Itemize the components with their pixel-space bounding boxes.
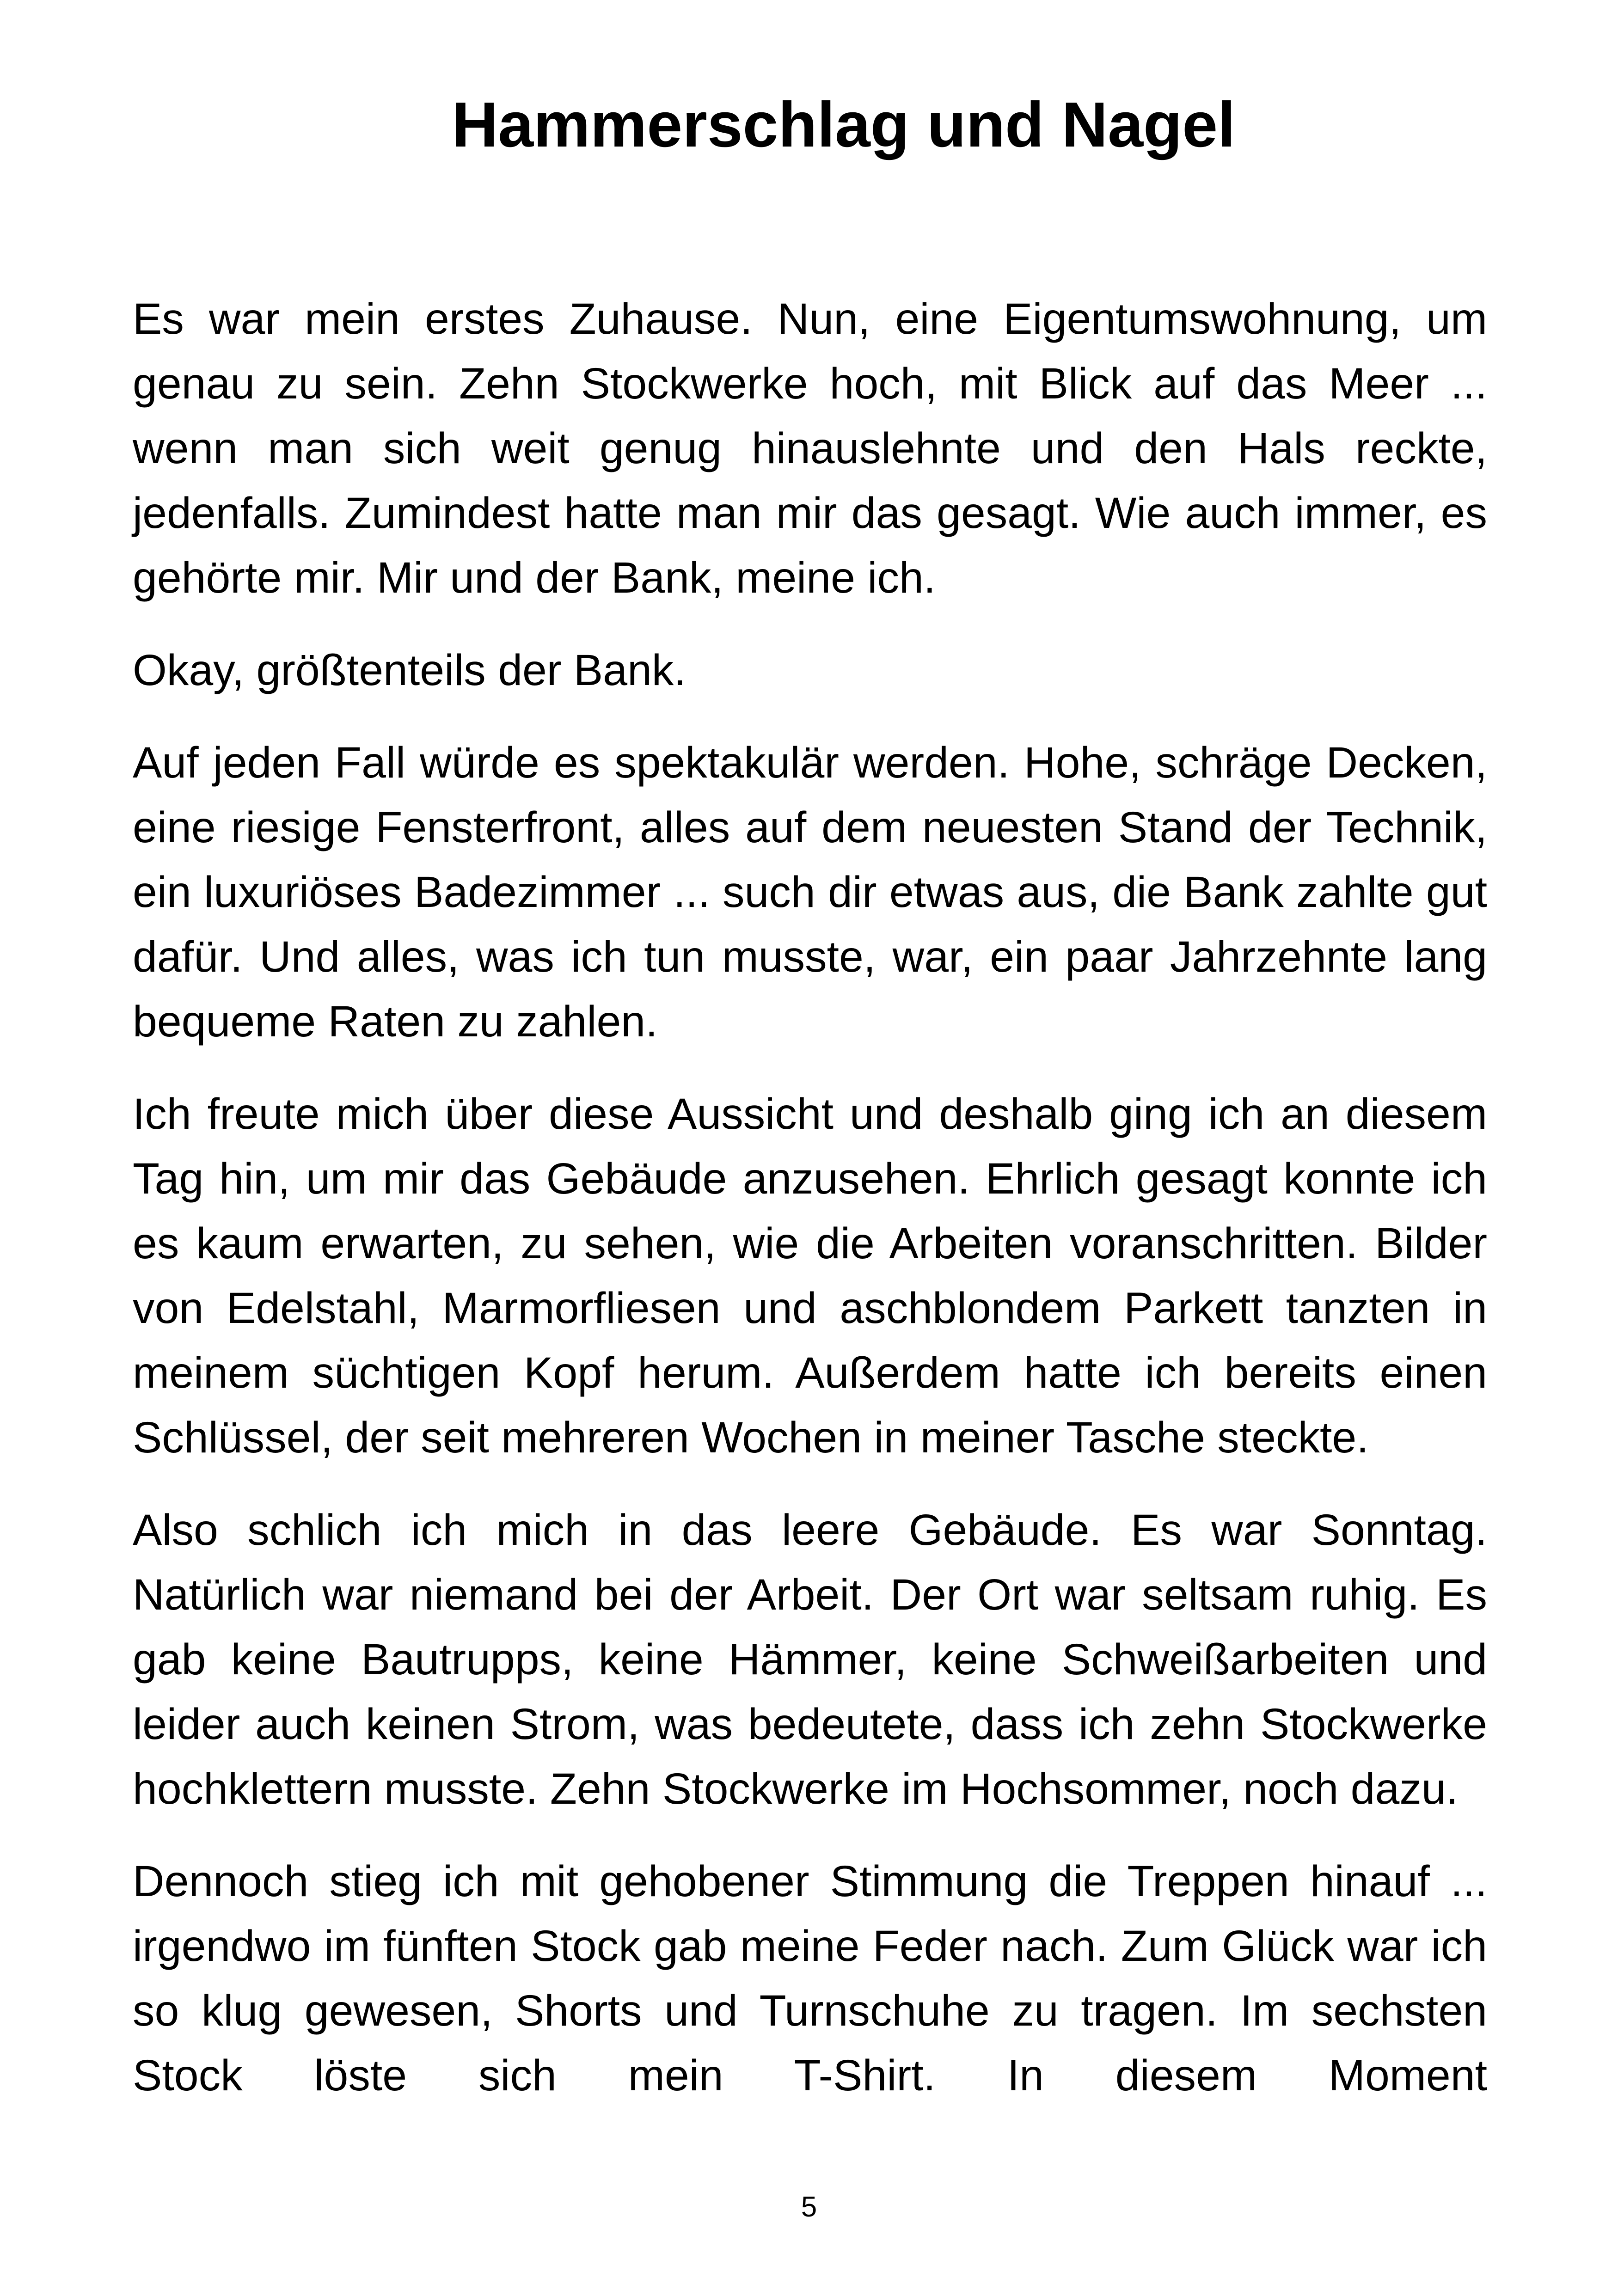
paragraph-5: Also schlich ich mich in das leere Gebäude. Es war Sonntag. Natürlich war niemand bei der Arbeit. Der Ort war seltsam ruhig. Es gab keine Bautrupps, keine Hämmer, keine Schweißarbeiten und leider auch keinen Strom, was bedeutete, dass ich zehn Stockwerke hochklettern musste. Zehn Stockwerke im Hochsommer, noch dazu.: [133, 1506, 1487, 1813]
paragraph-1: Es war mein erstes Zuhause. Nun, eine Eigentumswohnung, um genau zu sein. Zehn Stockwerke hoch, mit Blick auf das Meer ... wenn man sich weit genug hinauslehnte und den Hals reckte, jedenfalls. Zumindest hatte man mir das gesagt. Wie auch immer, es gehörte mir. Mir und der Bank, meine ich.: [133, 294, 1487, 602]
paragraph-3: Auf jeden Fall würde es spektakulär werden. Hohe, schräge Decken, eine riesige Fensterfront, alles auf dem neuesten Stand der Technik, ein luxuriöses Badezimmer ... such dir etwas aus, die Bank zahlte gut dafür. Und alles, was ich tun musste, war, ein paar Jahrzehnte lang bequeme Raten zu zahlen.: [133, 738, 1487, 1046]
page-title: Hammerschlag und Nagel: [452, 89, 1236, 160]
paragraph-2: Okay, größtenteils der Bank.: [133, 646, 686, 695]
body-text: [133, 287, 1487, 2136]
paragraph-6: Dennoch stieg ich mit gehobener Stimmung die Treppen hinauf ... irgendwo im fünften Stock gab meine Feder nach. Zum Glück war ich so klug gewesen, Shorts und Turnschuhe zu tragen. Im sechsten Stock löste sich mein T-Shirt. In diesem Moment: [133, 1857, 1487, 2100]
paragraph-4: Ich freute mich über diese Aussicht und deshalb ging ich an diesem Tag hin, um mir das Gebäude anzusehen. Ehrlich gesagt konnte ich es kaum erwarten, zu sehen, wie die Arbeiten voranschritten. Bilder von Edelstahl, Marmorfliesen und aschblondem Parkett tanzten in meinem süchtigen Kopf herum. Außerdem hatte ich bereits einen Schlüssel, der seit mehreren Wochen in meiner Tasche steckte.: [133, 1090, 1487, 1462]
page-number: 5: [801, 2191, 817, 2223]
